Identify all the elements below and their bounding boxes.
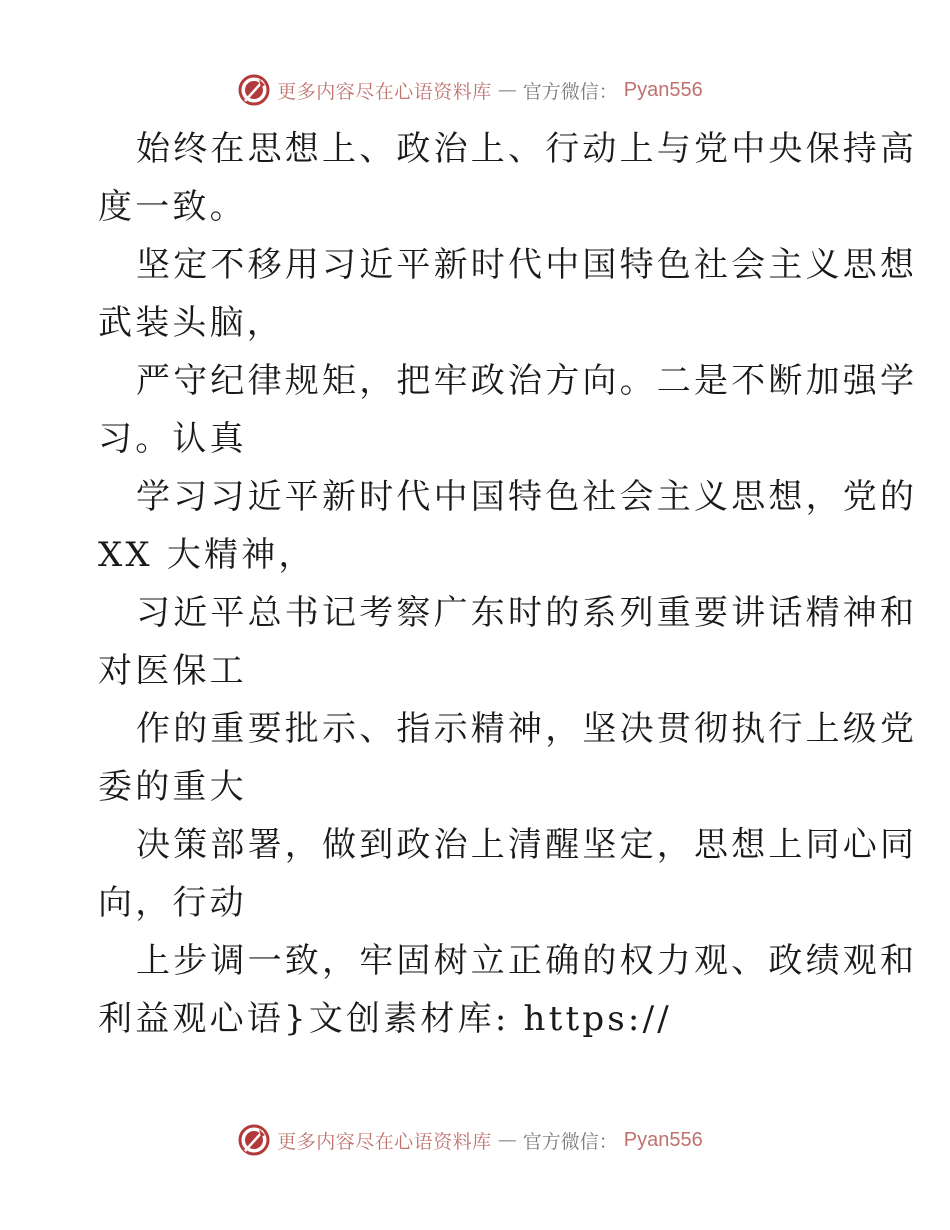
document-body [98,120,918,1048]
paragraph-line: XX 大精神， [98,535,316,575]
paragraph-1 [98,120,918,236]
header-banner [0,70,950,110]
paragraph-line: 利益观心语}文创素材库: https:// [98,999,672,1039]
paragraph-4 [98,468,918,584]
paragraph-line: 坚定不移用习近平新时代中国特色社会主义思想 [136,245,918,285]
paragraph-line: 上步调一致，牢固树立正确的权力观、政绩观和 [136,941,918,981]
header-banner-link[interactable] [237,73,703,107]
paragraph-line: 武装头脑， [98,303,284,343]
paragraph-8 [98,932,918,1048]
paragraph-line: 度一致。 [98,187,247,227]
paragraph-line: 严守纪律规矩，把牢政治方向。二是不断加强学 [136,361,918,401]
footer-site-text: 更多内容尽在心语资料库 [277,1130,492,1153]
header-separator: — [497,79,517,101]
paragraph-line: 学习习近平新时代中国特色社会主义思想，党的 [136,477,918,517]
paragraph-line: 作的重要批示、指示精神，坚决贯彻执行上级党 [136,709,918,749]
paragraph-line: 始终在思想上、政治上、行动上与党中央保持高 [136,129,918,169]
header-wechat-label: 官方微信： [522,80,618,103]
pen-seal-icon [237,1123,271,1157]
paragraph-5 [98,584,918,700]
footer-banner [0,1120,950,1160]
paragraph-2 [98,236,918,352]
pen-seal-icon [237,73,271,107]
paragraph-line: 习。认真 [98,419,247,459]
paragraph-7 [98,816,918,932]
footer-separator: — [497,1129,517,1151]
paragraph-3 [98,352,918,468]
header-site-text: 更多内容尽在心语资料库 [277,80,492,103]
paragraph-line: 习近平总书记考察广东时的系列重要讲话精神和 [136,593,918,633]
paragraph-line: 委的重大 [98,767,247,807]
footer-wechat-id: Pyan556 [623,1128,703,1151]
footer-wechat-label: 官方微信： [522,1130,618,1153]
paragraph-6 [98,700,918,816]
footer-banner-link[interactable] [237,1123,703,1157]
paragraph-line: 决策部署，做到政治上清醒坚定，思想上同心同 [136,825,918,865]
header-wechat-id: Pyan556 [623,78,703,101]
paragraph-line: 向，行动 [98,883,247,923]
paragraph-line: 对医保工 [98,651,247,691]
